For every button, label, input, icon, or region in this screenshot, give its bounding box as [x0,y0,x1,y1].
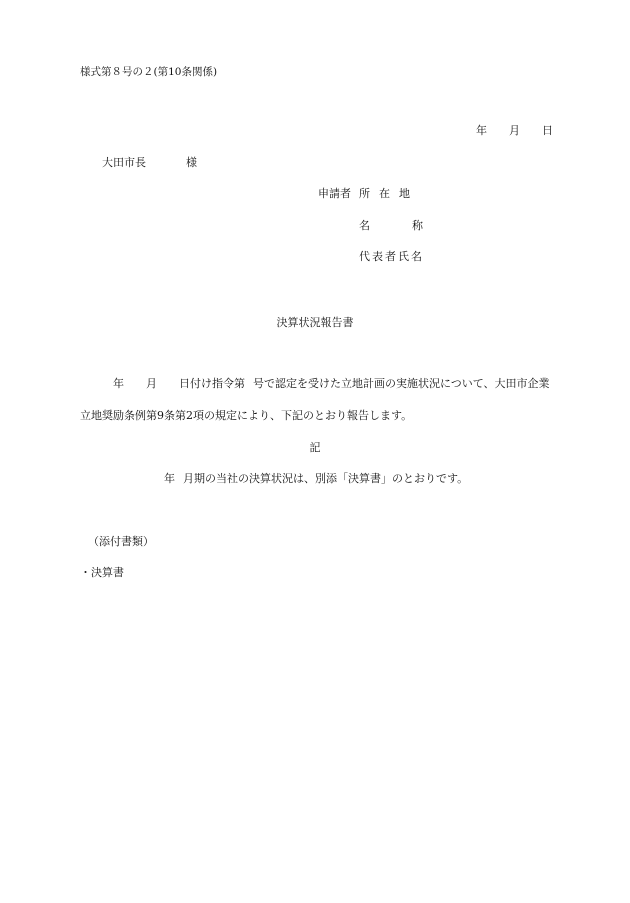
field-address-label: 所在地 [359,187,419,200]
addressee-name: 大田市長 [102,156,146,169]
field-representative-label: 代表者氏名 [359,250,424,263]
statement-rest: 月期の当社の決算状況は、別添「決算書」のとおりです。 [183,472,469,485]
date-day-label: 日 [542,124,553,137]
document-title: 決算状況報告書 [276,316,354,329]
date-year-label: 年 [476,124,487,137]
body-line-2: 立地奨励条例第9条第2項の規定により、下記のとおり報告します。 [80,409,413,422]
date-month-label: 月 [509,124,520,137]
form-number: 様式第８号の２(第10条関係) [80,66,218,78]
statement [164,473,468,484]
body-date-text: 日付け指令第 [179,377,245,390]
addressee [102,157,197,168]
addressee-honorific: 様 [186,156,197,169]
statement-year-label: 年 [164,472,175,485]
applicant-label: 申請者 [318,187,351,200]
attachments-heading: （添付書類） [88,535,154,548]
body-month-label: 月 [146,377,157,390]
field-name-label-2: 称 [412,219,423,232]
body-line-1-rest: 号で認定を受けた立地計画の実施状況について、大田市企業 [253,377,550,390]
field-name-label-1: 名 [359,219,370,232]
date-line [476,125,553,136]
attachment-item: ・決算書 [80,566,124,579]
field-name-label [359,220,423,231]
ki-heading: 記 [309,441,321,454]
body-line-1 [113,378,550,389]
body-year-label: 年 [113,377,124,390]
